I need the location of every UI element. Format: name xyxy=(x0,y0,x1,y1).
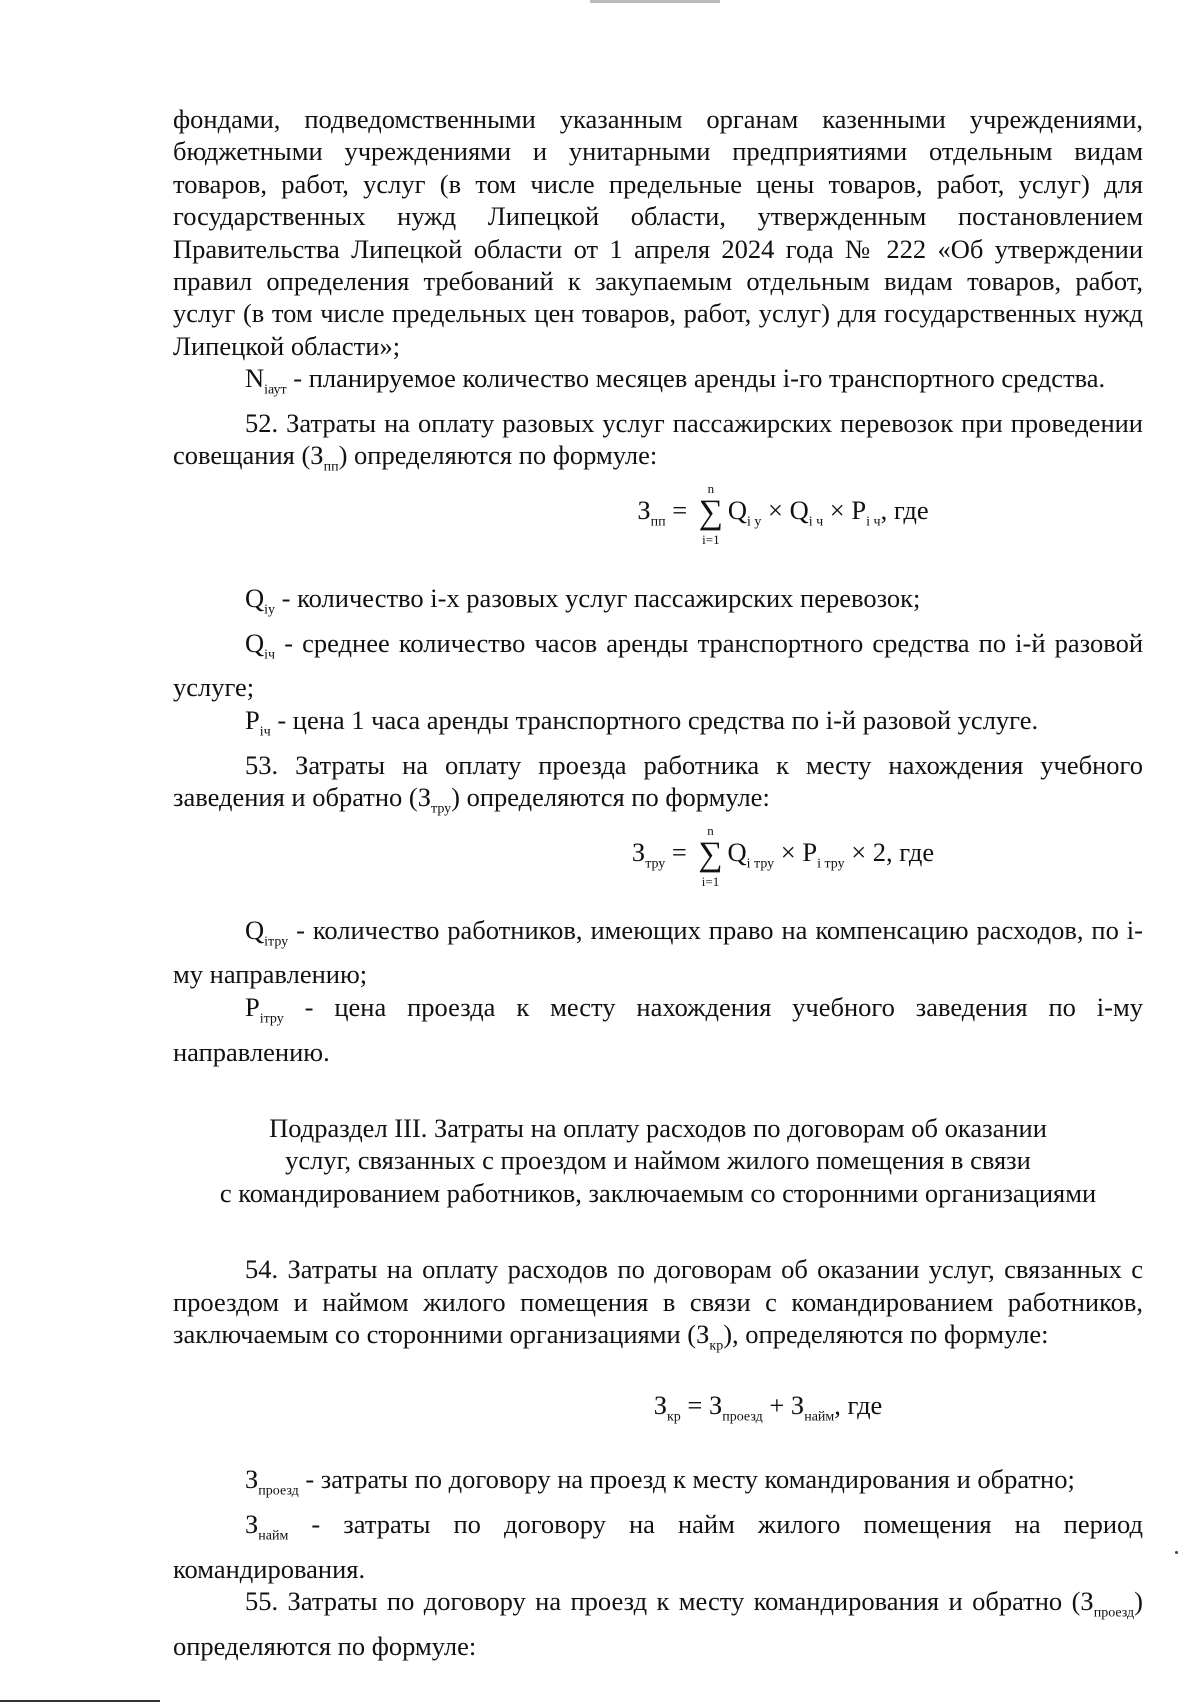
paragraph-53: 53. Затраты на оплату проезда работника к месту нахождения учебного заведения и обратно $(З_{тру})$ определяются по формуле: xyxy=(173,749,1143,817)
sum-symbol: n ∑ i=1 xyxy=(698,480,723,547)
definition-n-iaut: $N_{iаут}$ - планируемое количество месяцев аренды i-го транспортного средства. xyxy=(245,363,1106,398)
definition-q-iy: $Q_{iу}$ - количество i-х разовых услуг пассажирских перевозок; xyxy=(245,583,921,618)
formula-54: $З_{кр} = З_{проезд} + З_{найм}$, где xyxy=(653,1389,883,1424)
paragraph-continuation: фондами, подведомственными указанным органам казенными учреждениями, бюджетными учреждениями и унитарными предприятиями отдельным видам товаров, работ, услуг (в том числе предельные цены товаров, работ, услуг) для государственных нужд Липецкой области, утвержденным постановлением Правительства Липецкой области от 1 апреля 2024 года № 222 «Об утверждении правил определения требований к закупаемым отдельным видам товаров, работ, услуг (в том числе предельных цен товаров, работ, услуг) для государственных нужд Липецкой области»; xyxy=(173,104,1143,361)
definition-q-ich: $Q_{iч}$ - среднее количество часов аренды транспортного средства по i-й разовой услуге; xyxy=(173,627,1143,703)
paragraph-52: 52. Затраты на оплату разовых услуг пассажирских перевозок при проведении совещания $(З_{пп})$ определяются по формуле: xyxy=(173,407,1143,475)
paragraph-54: 54. Затраты на оплату расходов по договорам об оказании услуг, связанных с проездом и наймом жилого помещения в связи с командированием работников, заключаемым со сторонними организациями $(З_{кр})$, определяются по формуле: xyxy=(173,1254,1143,1354)
formula-52: $З_{пп}$ = n ∑ i=1 $Q_{i у} \times Q_{i ч} \times P_{i ч}$, где xyxy=(637,480,929,547)
definition-z-proezd: $З_{проезд}$ - затраты по договору на проезд к месту командирования и обратно; xyxy=(245,1464,1075,1499)
heading-line-2: услуг, связанных с проездом и наймом жилого помещения в связи xyxy=(285,1145,1031,1176)
document-body xyxy=(173,103,1143,1662)
definition-z-naim: $З_{найм}$ - затраты по договору на найм жилого помещения на период командирования. xyxy=(173,1509,1143,1584)
definition-p-itru: $P_{iтру}$ - цена проезда к месту нахождения учебного заведения по i-му направлению. xyxy=(173,991,1143,1067)
definition-p-ich: $P_{iч}$ - цена 1 часа аренды транспортного средства по i-й разовой услуге. xyxy=(245,704,1039,740)
subsection-heading xyxy=(173,1112,1143,1209)
paragraph-55: 55. Затраты по договору на проезд к месту командирования и обратно $(З_{проезд})$ определяются по формуле: xyxy=(173,1586,1143,1661)
scan-artifact-dot xyxy=(1175,1551,1178,1554)
scan-artifact-top xyxy=(590,0,720,3)
heading-line-3: с командированием работников, заключаемым со сторонними организациями xyxy=(219,1177,1097,1208)
formula-53: $З_{тру}$ = n ∑ i=1 $Q_{i тру} \times P_{i тру} \times 2$, где xyxy=(631,822,935,889)
heading-line-1: Подраздел III. Затраты на оплату расходов по договорам об оказании xyxy=(269,1112,1047,1143)
sum-symbol: n ∑ i=1 xyxy=(698,822,723,889)
definition-q-itru: $Q_{iтру}$ - количество работников, имеющих право на компенсацию расходов, по i-му направлению; xyxy=(173,914,1143,990)
scan-artifact-bottom-line xyxy=(0,1700,160,1702)
